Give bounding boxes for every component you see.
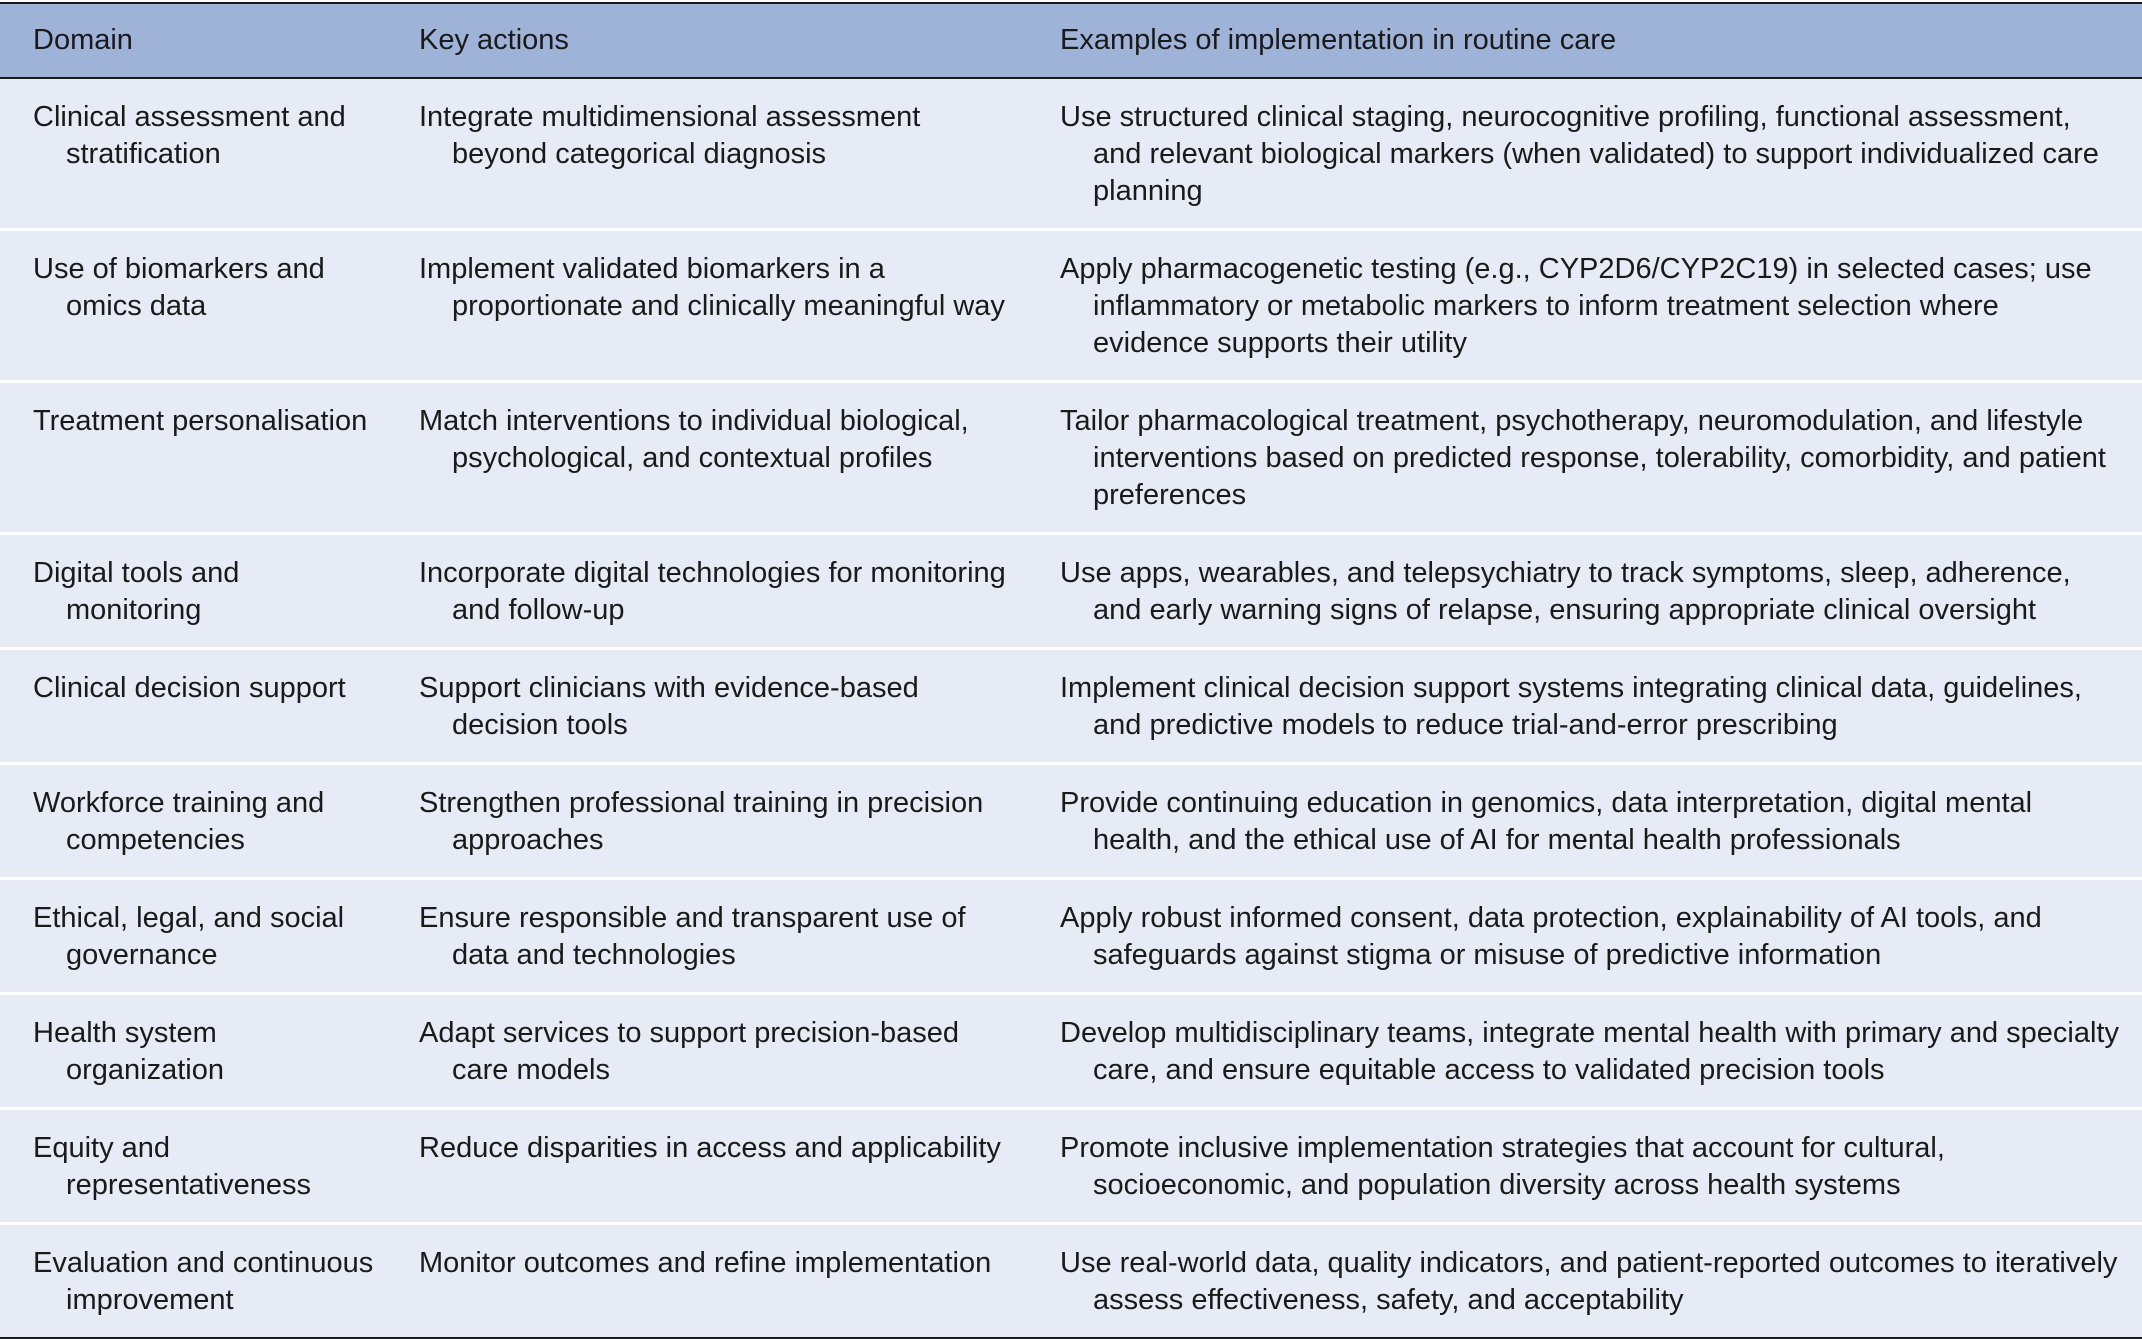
cell-key-actions: Integrate multidimensional assessment beyond categorical diagnosis: [419, 101, 921, 170]
cell-domain: Clinical assessment and stratification: [33, 101, 346, 170]
cell-key-actions: Monitor outcomes and refine implementation: [386, 1224, 1027, 1339]
table-row: [0, 1224, 2142, 1339]
table-row: [0, 764, 2142, 879]
table-row: [0, 1109, 2142, 1224]
cell-key-actions: Implement validated biomarkers in a proportionate and clinically meaningful way: [386, 230, 1027, 382]
cell-domain: Digital tools and monitoring: [0, 534, 386, 649]
implementation-table-container: [0, 2, 2142, 1339]
table-row: [0, 230, 2142, 382]
cell-examples: Use structured clinical staging, neurocognitive profiling, functional assessment, and relevant biological markers (when validated) to support individualized care planning: [1060, 101, 2099, 207]
cell-examples: Apply pharmacogenetic testing (e.g., CYP2D6/CYP2C19) in selected cases; use inflammatory or metabolic markers to inform treatment selection where evidence supports their utility: [1027, 230, 2142, 382]
table-row: [0, 994, 2142, 1109]
cell-examples: Provide continuing education in genomics, data interpretation, digital mental health, and the ethical use of AI for mental health professionals: [1027, 764, 2142, 879]
table-row: [0, 78, 2142, 230]
cell-domain: Evaluation and continuous improvement: [0, 1224, 386, 1339]
cell-examples: Tailor pharmacological treatment, psychotherapy, neuromodulation, and lifestyle interventions based on predicted response, tolerability, comorbidity, and patient preferences: [1027, 382, 2142, 534]
cell-key-actions: Adapt services to support precision-based care models: [386, 994, 1027, 1109]
implementation-table: [0, 2, 2142, 1339]
cell-examples: Use real-world data, quality indicators, and patient-reported outcomes to iteratively assess effectiveness, safety, and acceptability: [1027, 1224, 2142, 1339]
cell-key-actions: Reduce disparities in access and applicability: [386, 1109, 1027, 1224]
cell-key-actions: Strengthen professional training in precision approaches: [386, 764, 1027, 879]
cell-key-actions: Incorporate digital technologies for monitoring and follow-up: [386, 534, 1027, 649]
table-header: [0, 3, 2142, 78]
column-header-domain: Domain: [0, 3, 386, 78]
cell-domain: Health system organization: [0, 994, 386, 1109]
table-row: [0, 879, 2142, 994]
cell-examples: Promote inclusive implementation strategies that account for cultural, socioeconomic, and population diversity across health systems: [1027, 1109, 2142, 1224]
table-row: [0, 382, 2142, 534]
cell-domain: Workforce training and competencies: [0, 764, 386, 879]
header-row: [0, 3, 2142, 78]
cell-examples: Use apps, wearables, and telepsychiatry to track symptoms, sleep, adherence, and early warning signs of relapse, ensuring appropriate clinical oversight: [1027, 534, 2142, 649]
cell-domain: Use of biomarkers and omics data: [0, 230, 386, 382]
cell-examples: Apply robust informed consent, data protection, explainability of AI tools, and safeguards against stigma or misuse of predictive information: [1027, 879, 2142, 994]
column-header-examples: Examples of implementation in routine care: [1027, 3, 2142, 78]
cell-examples: Implement clinical decision support systems integrating clinical data, guidelines, and predictive models to reduce trial-and-error prescribing: [1027, 649, 2142, 764]
table-body: [0, 78, 2142, 1338]
cell-key-actions: Support clinicians with evidence-based decision tools: [386, 649, 1027, 764]
cell-domain: Clinical decision support: [0, 649, 386, 764]
cell-domain: Equity and representativeness: [0, 1109, 386, 1224]
table-row: [0, 534, 2142, 649]
cell-domain: Treatment personalisation: [0, 382, 386, 534]
cell-examples: Develop multidisciplinary teams, integrate mental health with primary and specialty care, and ensure equitable access to validated precision tools: [1027, 994, 2142, 1109]
cell-key-actions: Ensure responsible and transparent use of data and technologies: [386, 879, 1027, 994]
table-row: [0, 649, 2142, 764]
cell-domain: Ethical, legal, and social governance: [0, 879, 386, 994]
column-header-key-actions: Key actions: [386, 3, 1027, 78]
cell-key-actions: Match interventions to individual biological, psychological, and contextual profiles: [386, 382, 1027, 534]
